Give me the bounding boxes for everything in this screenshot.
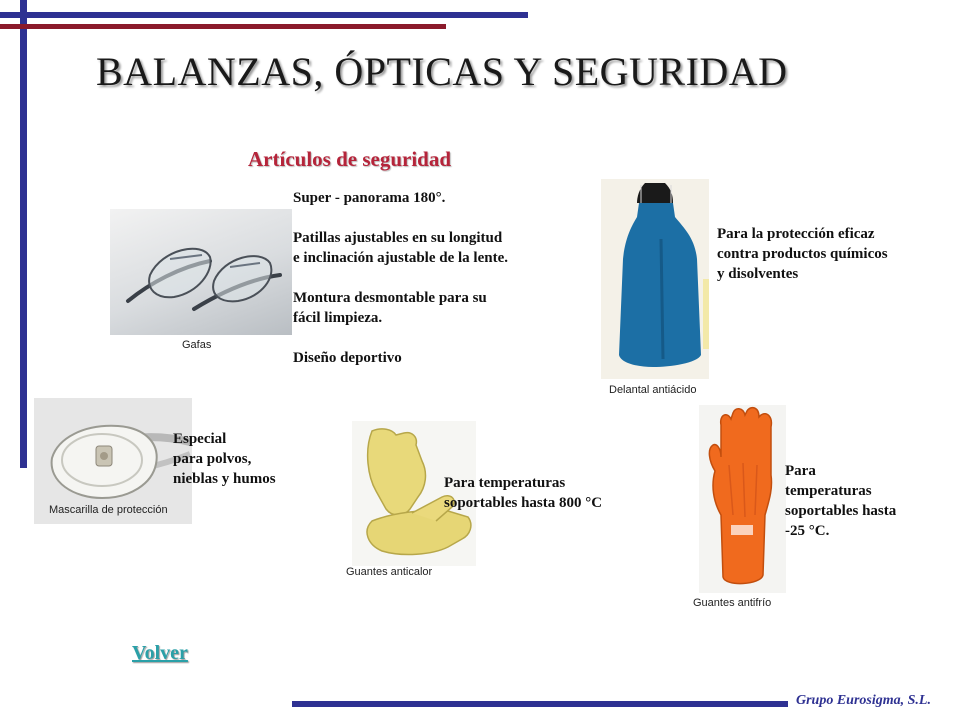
section-subtitle: Artículos de seguridad	[248, 147, 452, 171]
heat-gloves-line-2: soportables hasta 800 °C	[444, 495, 603, 511]
goggles-line-3: e inclinación ajustable de la lente.	[293, 250, 508, 266]
cold-gloves-line-4: -25 °C.	[785, 523, 830, 539]
mask-line-1: Especial	[173, 431, 227, 447]
back-link[interactable]: Volver	[132, 642, 188, 664]
goggles-spacer-2	[293, 268, 508, 288]
cold-gloves-line-3: soportables hasta	[785, 503, 897, 519]
page-title: BALANZAS, ÓPTICAS Y SEGURIDAD	[96, 49, 788, 94]
apron-line-1: Para la protección eficaz	[717, 226, 875, 242]
goggles-caption: Gafas	[182, 339, 212, 351]
cold-gloves-caption: Guantes antifrío	[693, 597, 772, 609]
mask-caption: Mascarilla de protección	[49, 504, 168, 516]
mask-line-2: para polvos,	[173, 451, 252, 467]
goggles-line-2: Patillas ajustables en su longitud	[293, 230, 503, 246]
apron-line-3: y disolventes	[717, 266, 799, 282]
top-accent-bar-blue	[0, 12, 528, 18]
vertical-accent-bar	[20, 0, 27, 468]
top-accent-bar-red	[0, 24, 446, 29]
goggles-line-1: Super - panorama 180°.	[293, 190, 446, 206]
goggles-description	[293, 188, 508, 368]
mask-description	[173, 429, 276, 489]
bottom-accent-bar	[292, 701, 788, 707]
goggles-image	[110, 209, 292, 335]
heat-gloves-description	[444, 473, 602, 513]
goggles-line-6: Diseño deportivo	[293, 350, 402, 366]
goggles-line-5: fácil limpieza.	[293, 310, 383, 326]
apron-line-2: contra productos químicos	[717, 246, 888, 262]
cold-gloves-line-1: Para	[785, 463, 816, 479]
mask-line-3: nieblas y humos	[173, 471, 276, 487]
cold-gloves-line-2: temperaturas	[785, 483, 872, 499]
apron-image	[601, 179, 709, 379]
cold-gloves-description	[785, 461, 896, 541]
company-footer: Grupo Eurosigma, S.L.	[796, 693, 931, 708]
apron-description	[717, 224, 888, 284]
apron-caption: Delantal antiácido	[609, 384, 697, 396]
goggles-spacer-1	[293, 208, 508, 228]
goggles-spacer-3	[293, 328, 508, 348]
cold-gloves-image	[699, 405, 786, 593]
goggles-line-4: Montura desmontable para su	[293, 290, 487, 306]
heat-gloves-line-1: Para temperaturas	[444, 475, 566, 491]
heat-gloves-caption: Guantes anticalor	[346, 566, 433, 578]
